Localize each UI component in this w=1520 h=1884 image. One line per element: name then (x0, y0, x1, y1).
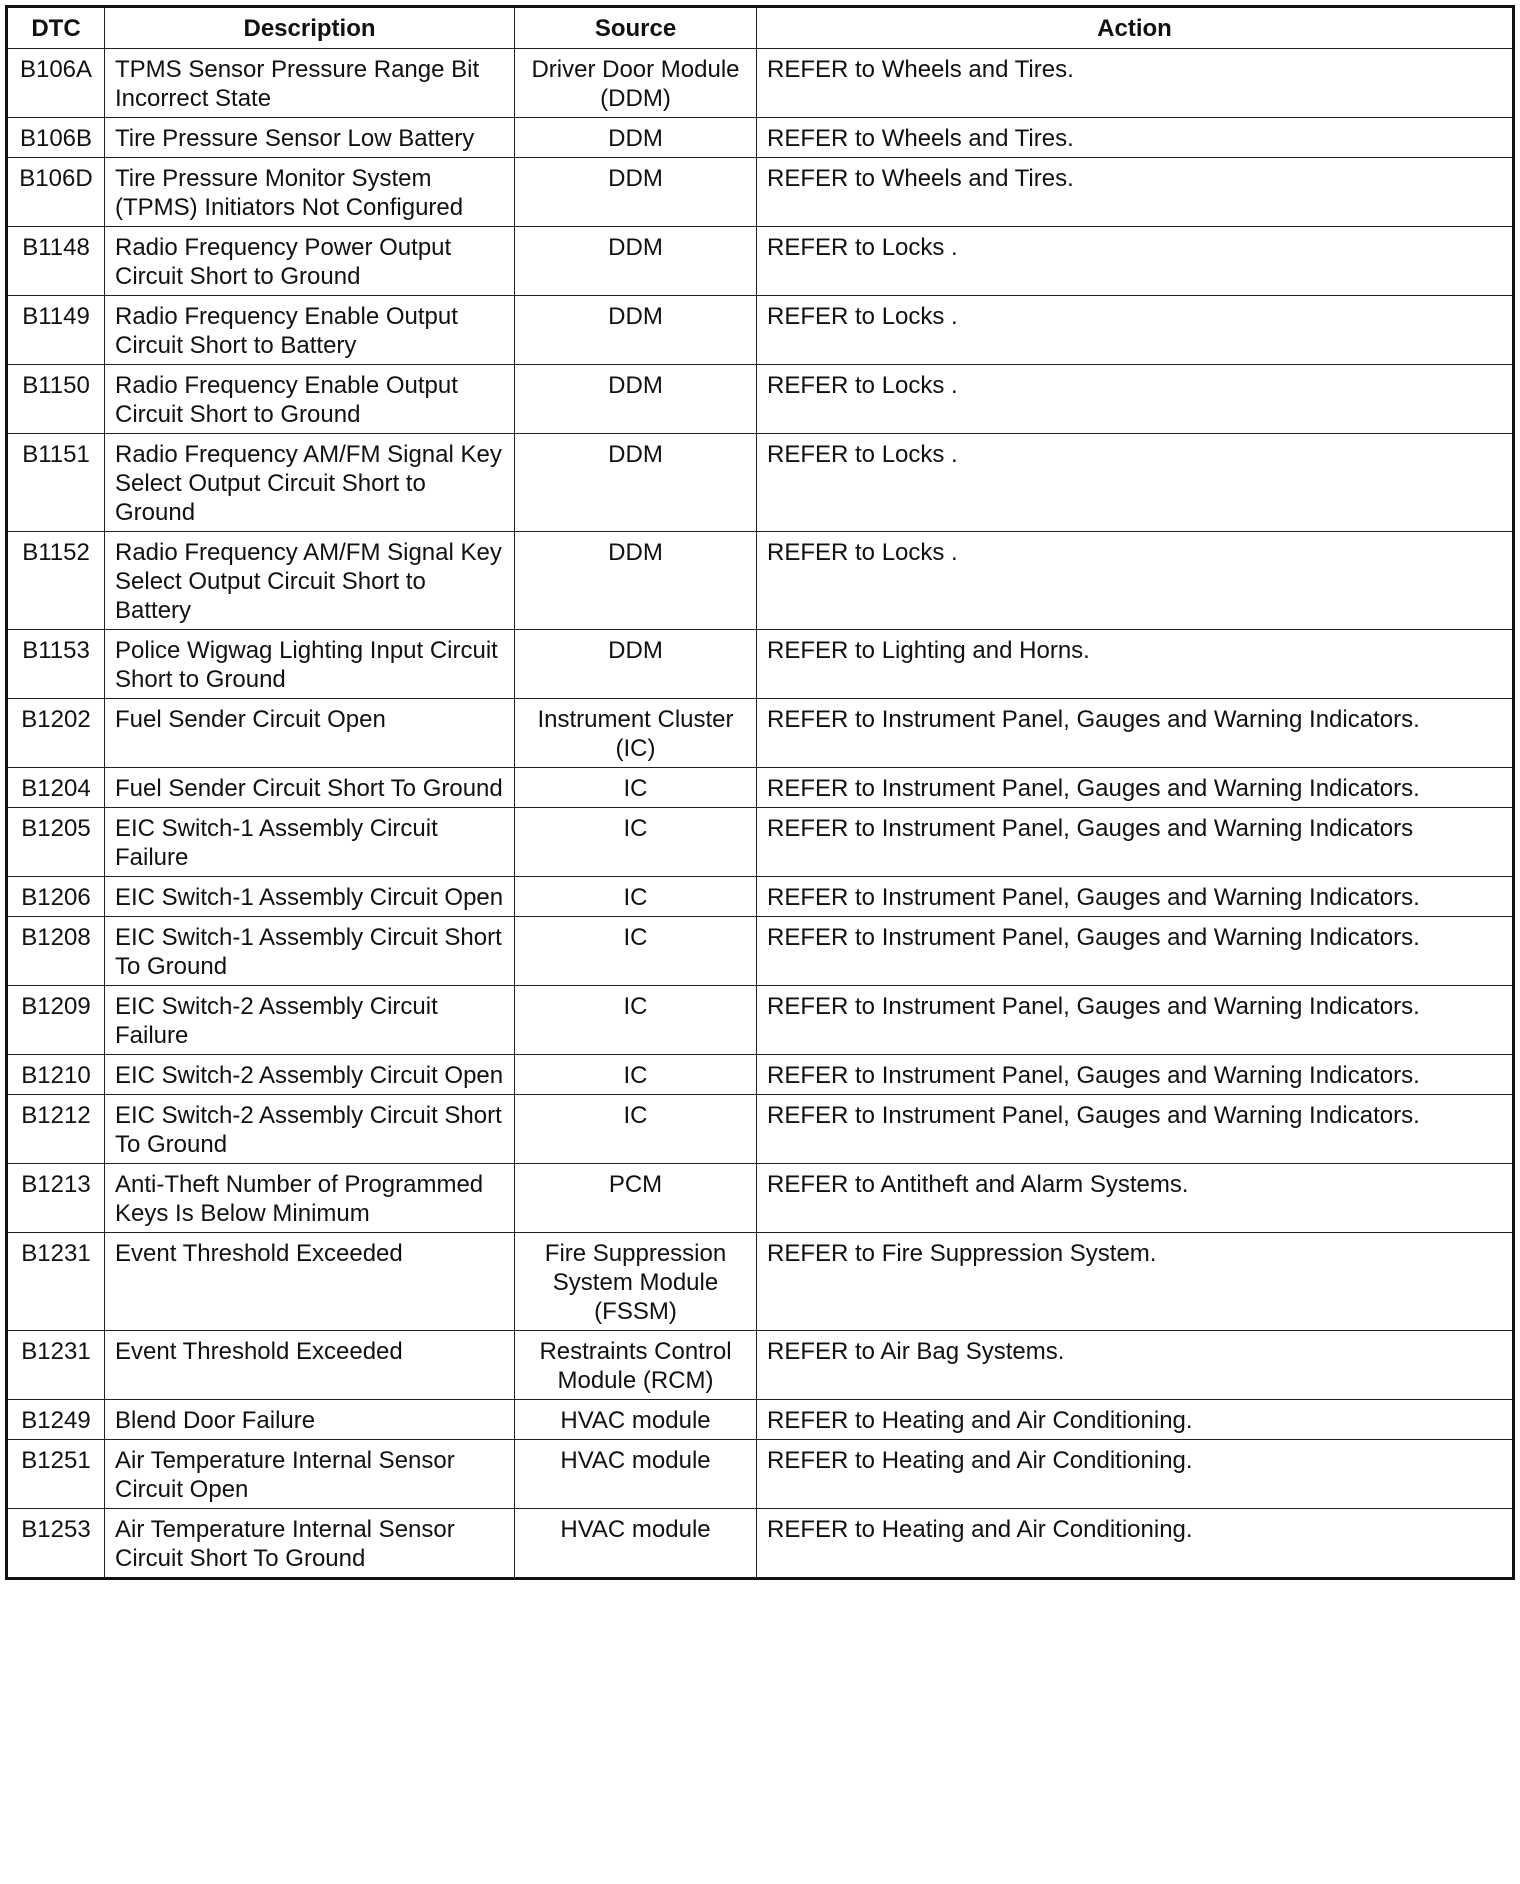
table-row (7, 1233, 1514, 1331)
dtc-code: B1151 (7, 434, 105, 532)
dtc-source: HVAC module (515, 1440, 757, 1509)
dtc-action: REFER to Instrument Panel, Gauges and Warning Indicators. (757, 1055, 1514, 1095)
dtc-source: IC (515, 877, 757, 917)
dtc-action: REFER to Locks . (757, 434, 1514, 532)
dtc-source: IC (515, 1055, 757, 1095)
table-row (7, 630, 1514, 699)
dtc-description: Event Threshold Exceeded (105, 1331, 515, 1400)
dtc-source: DDM (515, 630, 757, 699)
header-description: Description (105, 7, 515, 49)
dtc-action: REFER to Locks . (757, 296, 1514, 365)
header-row (7, 7, 1514, 49)
dtc-source: IC (515, 917, 757, 986)
dtc-source: IC (515, 768, 757, 808)
table-row (7, 877, 1514, 917)
dtc-code: B1205 (7, 808, 105, 877)
dtc-source: Restraints Control Module (RCM) (515, 1331, 757, 1400)
dtc-source: IC (515, 986, 757, 1055)
dtc-source: IC (515, 1095, 757, 1164)
dtc-code: B1150 (7, 365, 105, 434)
dtc-action: REFER to Instrument Panel, Gauges and Warning Indicators. (757, 1095, 1514, 1164)
dtc-action: REFER to Instrument Panel, Gauges and Warning Indicators. (757, 917, 1514, 986)
dtc-code: B1153 (7, 630, 105, 699)
dtc-code: B1208 (7, 917, 105, 986)
table-row (7, 118, 1514, 158)
dtc-action: REFER to Locks . (757, 227, 1514, 296)
dtc-code: B1210 (7, 1055, 105, 1095)
dtc-action: REFER to Wheels and Tires. (757, 49, 1514, 118)
dtc-description: Blend Door Failure (105, 1400, 515, 1440)
dtc-source: IC (515, 808, 757, 877)
dtc-action: REFER to Instrument Panel, Gauges and Warning Indicators (757, 808, 1514, 877)
table-row (7, 1400, 1514, 1440)
dtc-code: B1148 (7, 227, 105, 296)
table-row (7, 1095, 1514, 1164)
dtc-code: B1249 (7, 1400, 105, 1440)
dtc-source: HVAC module (515, 1509, 757, 1579)
dtc-action: REFER to Instrument Panel, Gauges and Warning Indicators. (757, 986, 1514, 1055)
dtc-description: EIC Switch-2 Assembly Circuit Short To Ground (105, 1095, 515, 1164)
dtc-action: REFER to Heating and Air Conditioning. (757, 1440, 1514, 1509)
dtc-description: Tire Pressure Monitor System (TPMS) Initiators Not Configured (105, 158, 515, 227)
dtc-source: DDM (515, 118, 757, 158)
dtc-table (5, 5, 1515, 1580)
table-row (7, 699, 1514, 768)
dtc-source: DDM (515, 296, 757, 365)
table-row (7, 917, 1514, 986)
dtc-source: PCM (515, 1164, 757, 1233)
table-row (7, 158, 1514, 227)
dtc-code: B1206 (7, 877, 105, 917)
dtc-action: REFER to Locks . (757, 365, 1514, 434)
dtc-description: EIC Switch-1 Assembly Circuit Short To Ground (105, 917, 515, 986)
dtc-description: Radio Frequency Enable Output Circuit Short to Ground (105, 365, 515, 434)
table-row (7, 986, 1514, 1055)
dtc-source: Driver Door Module (DDM) (515, 49, 757, 118)
dtc-description: Fuel Sender Circuit Open (105, 699, 515, 768)
dtc-source: DDM (515, 434, 757, 532)
dtc-description: Radio Frequency Enable Output Circuit Short to Battery (105, 296, 515, 365)
table-row (7, 532, 1514, 630)
dtc-code: B1253 (7, 1509, 105, 1579)
table-row (7, 365, 1514, 434)
table-row (7, 49, 1514, 118)
dtc-code: B1212 (7, 1095, 105, 1164)
dtc-description: Radio Frequency Power Output Circuit Short to Ground (105, 227, 515, 296)
dtc-description: Radio Frequency AM/FM Signal Key Select Output Circuit Short to Battery (105, 532, 515, 630)
dtc-code: B106B (7, 118, 105, 158)
dtc-action: REFER to Locks . (757, 532, 1514, 630)
dtc-code: B1152 (7, 532, 105, 630)
table-row (7, 1164, 1514, 1233)
dtc-source: Fire Suppression System Module (FSSM) (515, 1233, 757, 1331)
table-row (7, 1440, 1514, 1509)
dtc-source: HVAC module (515, 1400, 757, 1440)
dtc-source: DDM (515, 532, 757, 630)
dtc-code: B106D (7, 158, 105, 227)
table-row (7, 1331, 1514, 1400)
dtc-action: REFER to Heating and Air Conditioning. (757, 1400, 1514, 1440)
dtc-description: Air Temperature Internal Sensor Circuit Open (105, 1440, 515, 1509)
dtc-action: REFER to Fire Suppression System. (757, 1233, 1514, 1331)
dtc-source: DDM (515, 158, 757, 227)
table-row (7, 434, 1514, 532)
dtc-code: B1231 (7, 1233, 105, 1331)
dtc-action: REFER to Instrument Panel, Gauges and Warning Indicators. (757, 877, 1514, 917)
dtc-description: TPMS Sensor Pressure Range Bit Incorrect State (105, 49, 515, 118)
dtc-description: Event Threshold Exceeded (105, 1233, 515, 1331)
dtc-description: Radio Frequency AM/FM Signal Key Select Output Circuit Short to Ground (105, 434, 515, 532)
dtc-description: Air Temperature Internal Sensor Circuit Short To Ground (105, 1509, 515, 1579)
dtc-action: REFER to Air Bag Systems. (757, 1331, 1514, 1400)
dtc-description: EIC Switch-2 Assembly Circuit Failure (105, 986, 515, 1055)
dtc-description: EIC Switch-1 Assembly Circuit Failure (105, 808, 515, 877)
dtc-description: Fuel Sender Circuit Short To Ground (105, 768, 515, 808)
dtc-code: B1213 (7, 1164, 105, 1233)
dtc-action: REFER to Wheels and Tires. (757, 158, 1514, 227)
dtc-action: REFER to Wheels and Tires. (757, 118, 1514, 158)
table-row (7, 1055, 1514, 1095)
dtc-code: B106A (7, 49, 105, 118)
dtc-source: Instrument Cluster (IC) (515, 699, 757, 768)
dtc-description: Anti-Theft Number of Programmed Keys Is Below Minimum (105, 1164, 515, 1233)
header-source: Source (515, 7, 757, 49)
dtc-description: Police Wigwag Lighting Input Circuit Short to Ground (105, 630, 515, 699)
dtc-action: REFER to Instrument Panel, Gauges and Warning Indicators. (757, 699, 1514, 768)
dtc-code: B1251 (7, 1440, 105, 1509)
header-dtc: DTC (7, 7, 105, 49)
dtc-action: REFER to Antitheft and Alarm Systems. (757, 1164, 1514, 1233)
table-row (7, 227, 1514, 296)
dtc-code: B1202 (7, 699, 105, 768)
dtc-table-container (5, 5, 1515, 1580)
dtc-code: B1231 (7, 1331, 105, 1400)
dtc-description: EIC Switch-1 Assembly Circuit Open (105, 877, 515, 917)
dtc-action: REFER to Lighting and Horns. (757, 630, 1514, 699)
dtc-action: REFER to Instrument Panel, Gauges and Warning Indicators. (757, 768, 1514, 808)
table-row (7, 768, 1514, 808)
dtc-source: DDM (515, 365, 757, 434)
dtc-source: DDM (515, 227, 757, 296)
dtc-code: B1209 (7, 986, 105, 1055)
dtc-action: REFER to Heating and Air Conditioning. (757, 1509, 1514, 1579)
dtc-description: Tire Pressure Sensor Low Battery (105, 118, 515, 158)
table-row (7, 296, 1514, 365)
header-action: Action (757, 7, 1514, 49)
table-row (7, 1509, 1514, 1579)
dtc-code: B1149 (7, 296, 105, 365)
dtc-description: EIC Switch-2 Assembly Circuit Open (105, 1055, 515, 1095)
dtc-code: B1204 (7, 768, 105, 808)
table-row (7, 808, 1514, 877)
